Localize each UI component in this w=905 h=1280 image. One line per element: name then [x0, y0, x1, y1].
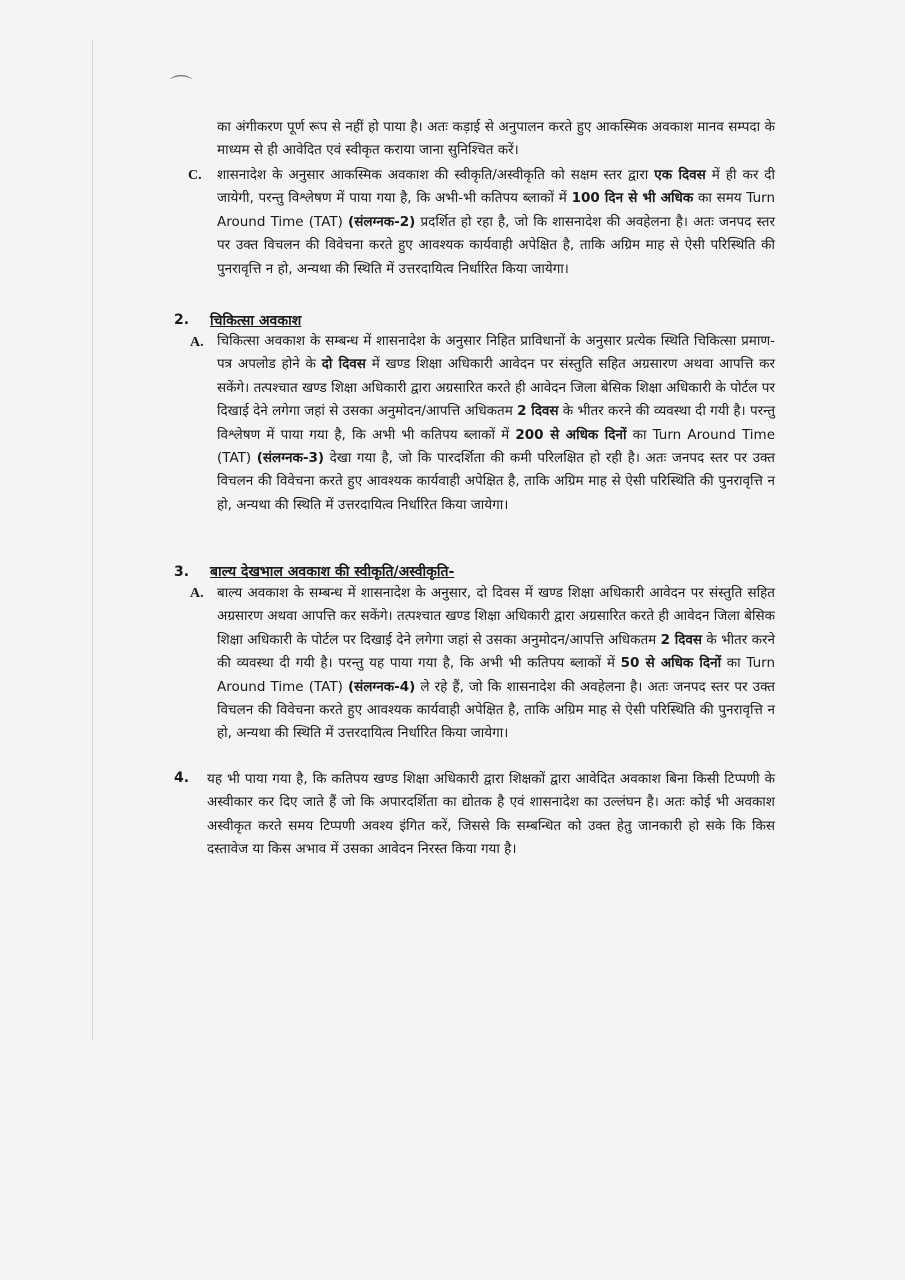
section-4-paragraph — [207, 768, 775, 862]
section-3-paragraph — [217, 582, 775, 746]
section-4-text: यह भी पाया गया है, कि कतिपय खण्ड शिक्षा अधिकारी द्वारा शिक्षकों द्वारा आवेदित अवकाश बिना किसी टिप्पणी के अस्वीकार कर दिए जाते हैं जो कि अपारदर्शिता का द्योतक है एवं शासनादेश का उल्लंघन है। अतः कोई भी अवकाश अस्वीकृत करते समय टिप्पणी अवश्य इंगित करें, जिससे कि सम्बन्धित को उक्त हेतु जानकारी हो सके कि किस दस्तावेज या किस अभाव में उसका आवेदन निरस्त किया गया है। — [207, 771, 775, 858]
continuation-paragraph — [217, 116, 775, 163]
section-2-title: चिकित्सा अवकाश — [210, 313, 302, 329]
section-3-text: बाल्य अवकाश के सम्बन्ध में शासनादेश के अनुसार, दो दिवस में खण्ड शिक्षा अधिकारी आवेदन पर संस्तुति सहित अग्रसारण अथवा आपत्ति कर सकेंगे। तत्पश्चात खण्ड शिक्षा अधिकारी द्वारा अग्रसारित करते ही आवेदन जिला बेसिक शिक्षा अधिकारी के पोर्टल पर दिखाई देने लगेगा जहां से उसका अनुमोदन/आपत्ति अधिकतम 2 दिवस के भीतर करने की व्यवस्था दी गयी है। परन्तु यह पाया गया है, कि अभी भी कतिपय ब्लाकों में 50 से अधिक दिनों का Turn Around Time (TAT) (संलग्नक-4) ले रहे हैं, जो कि शासनादेश की अवहेलना है। अतः जनपद स्तर पर उक्त विचलन की विवेचना करते हुए आवश्यक कार्यवाही अपेक्षित है, ताकि अग्रिम माह से ऐसी परिस्थिति की पुनरावृत्ति न हो, अन्यथा की स्थिति में उत्तरदायित्व निर्धारित किया जायेगा। — [217, 585, 776, 742]
section-2-item-a-marker: A. — [190, 335, 204, 350]
section-3-item-a-marker: A. — [190, 586, 204, 601]
scan-edge-left — [92, 40, 93, 1040]
section-2-paragraph — [217, 330, 775, 517]
item-c-paragraph — [217, 164, 775, 281]
pen-mark: ⌒ — [170, 75, 193, 100]
section-4-number: 4. — [174, 770, 190, 786]
section-2-number: 2. — [174, 312, 190, 328]
section-3-number: 3. — [174, 564, 190, 580]
item-c-marker: C. — [188, 168, 202, 183]
section-3-title: बाल्य देखभाल अवकाश की स्वीकृति/अस्वीकृति- — [210, 564, 455, 580]
continuation-text: का अंगीकरण पूर्ण रूप से नहीं हो पाया है। अतः कड़ाई से अनुपालन करते हुए आकस्मिक अवकाश मानव सम्पदा के माध्यम से ही आवेदित एवं स्वीकृत कराया जाना सुनिश्चित करें। — [217, 119, 775, 159]
section-2-text: चिकित्सा अवकाश के सम्बन्ध में शासनादेश के अनुसार निहित प्राविधानों के अनुसार प्रत्येक स्थिति चिकित्सा प्रमाण-पत्र अपलोड होने के दो दिवस में खण्ड शिक्षा अधिकारी आवेदन पर संस्तुति सहित अग्रसारण अथवा आपत्ति कर सकेंगे। तत्पश्चात खण्ड शिक्षा अधिकारी द्वारा अग्रसारित करते ही आवेदन जिला बेसिक शिक्षा अधिकारी के पोर्टल पर दिखाई देने लगेगा जहां से उसका अनुमोदन/आपत्ति अधिकतम 2 दिवस के भीतर करने की व्यवस्था दी गयी है। परन्तु विश्लेषण में पाया गया है, कि अभी भी कतिपय ब्लाकों में 200 से अधिक दिनों का Turn Around Time (TAT) (संलग्नक-3) देखा गया है, जो कि पारदर्शिता की कमी परिलक्षित हो रही है। अतः जनपद स्तर पर उक्त विचलन की विवेचना करते हुए आवश्यक कार्यवाही अपेक्षित है, ताकि अग्रिम माह से ऐसी परिस्थिति की पुनरावृत्ति न हो, अन्यथा की स्थिति में उत्तरदायित्व निर्धारित किया जायेगा। — [217, 333, 776, 513]
item-c-text: शासनादेश के अनुसार आकस्मिक अवकाश की स्वीकृति/अस्वीकृति को सक्षम स्तर द्वारा एक दिवस में ही कर दी जायेगी, परन्तु विश्लेषण में पाया गया है, कि अभी-भी कतिपय ब्लाकों में 100 दिन से भी अधिक का समय Turn Around Time (TAT) (संलग्नक-2) प्रदर्शित हो रहा है, जो कि शासनादेश की अवहेलना है। अतः जनपद स्तर पर उक्त विचलन की विवेचना करते हुए आवश्यक कार्यवाही अपेक्षित है, ताकि अग्रिम माह से ऐसी परिस्थिति की पुनरावृत्ति न हो, अन्यथा की स्थिति में उत्तरदायित्व निर्धारित किया जायेगा। — [217, 167, 776, 277]
